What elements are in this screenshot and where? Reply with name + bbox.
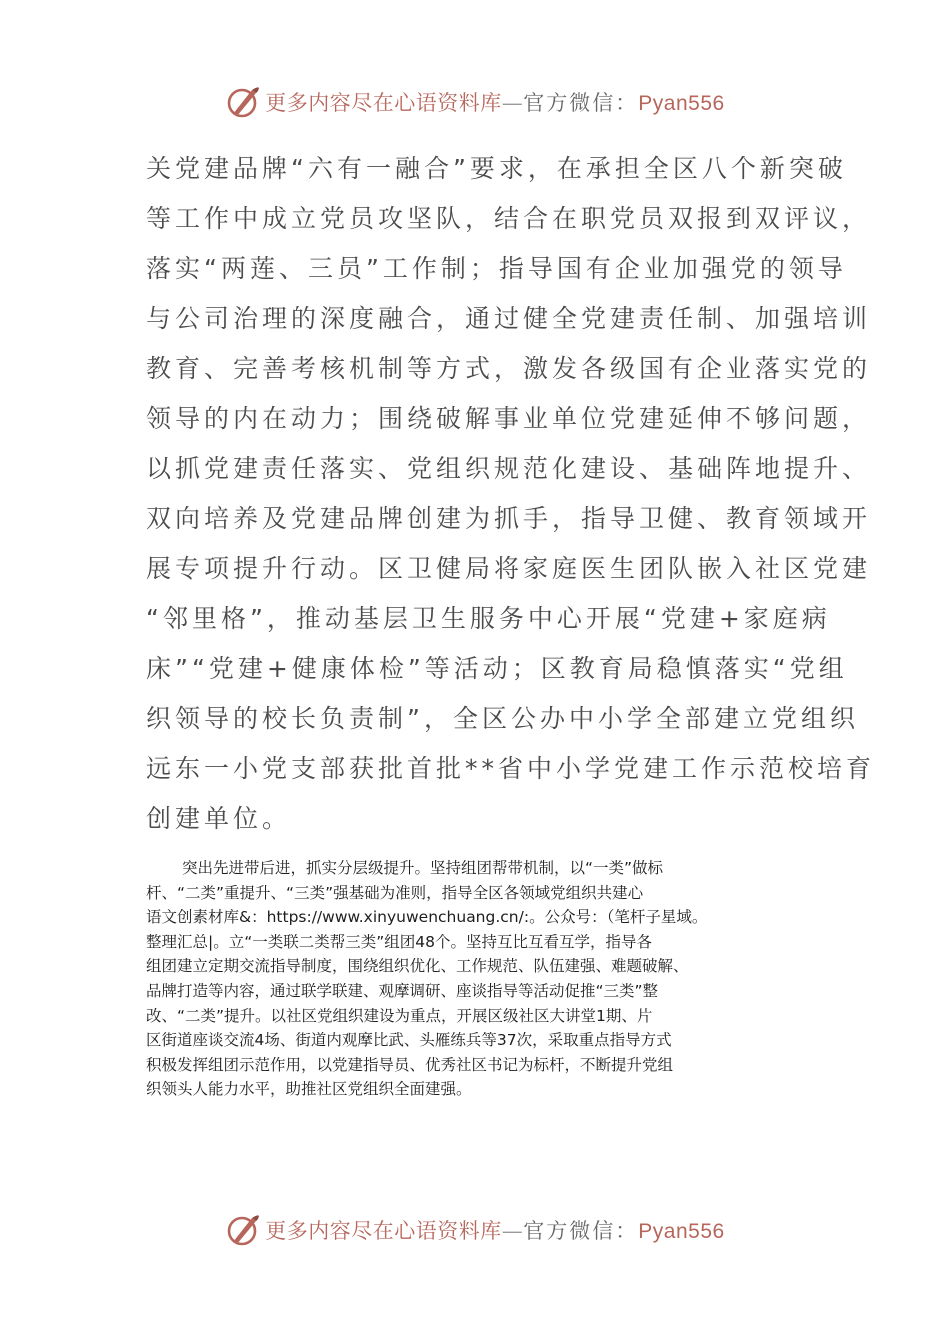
quill-logo-icon (225, 84, 261, 120)
text-line: 区街道座谈交流4场、街道内观摩比武、头雁练兵等37次，采取重点指导方式 (146, 1031, 672, 1050)
text-line: 创建单位。 (146, 804, 292, 833)
banner-wechat-label: 官方微信： (523, 91, 639, 115)
text-line: “邻里格”，推动基层卫生服务中心开展“党建+家庭病 (146, 604, 831, 633)
banner-text (265, 1215, 724, 1245)
text-line: 品牌打造等内容，通过联学联建、观摩调研、座谈指导等活动促推“三类”整 (146, 981, 659, 1000)
text-line: 积极发挥组团示范作用，以党建指导员、优秀社区书记为标杆，不断提升党组 (146, 1055, 674, 1074)
text-line: 突出先进带后进，抓实分层级提升。坚持组团帮带机制，以“一类”做标 (182, 859, 664, 877)
banner-dash: — (501, 1219, 524, 1243)
text-line: 教育、完善考核机制等方式，激发各级国有企业落实党的 (146, 354, 872, 383)
text-line: 落实“两莲、三员”工作制；指导国有企业加强党的领导 (146, 254, 847, 283)
banner-main-text: 更多内容尽在心语资料库 (265, 1219, 502, 1243)
header-banner (0, 80, 950, 124)
banner-wechat-id: Pyan556 (638, 1220, 725, 1243)
text-line: 组团建立定期交流指导制度，围绕组织优化、工作规范、队伍建强、难题破解、 (146, 957, 689, 976)
quill-logo-icon (225, 1212, 261, 1248)
text-line: 等工作中成立党员攻坚队，结合在职党员双报到双评议， (146, 204, 872, 233)
text-line: 床”“党建+健康体检”等活动；区教育局稳慎落实“党组 (146, 654, 848, 683)
text-line: 关党建品牌“六有一融合”要求，在承担全区八个新突破 (146, 154, 847, 183)
banner-wechat-label: 官方微信： (523, 1219, 639, 1243)
text-line: 改、“二类”提升。以社区党组织建设为重点，开展区级社区大讲堂1期、片 (146, 1006, 653, 1025)
banner-text (265, 87, 724, 117)
text-line: 远东一小党支部获批首批**省中小学党建工作示范校培育 (146, 754, 876, 783)
text-line: 整理汇总|。立“一类联二类帮三类”组团48个。坚持互比互看互学，指导各 (146, 932, 653, 951)
banner-main-text: 更多内容尽在心语资料库 (265, 91, 502, 115)
text-line: 杆、“二类”重提升、“三类”强基础为准则，指导全区各领域党组织共建心 (146, 883, 644, 902)
banner-wechat-id: Pyan556 (638, 92, 725, 115)
text-line: 以抓党建责任落实、党组织规范化建设、基础阵地提升、 (146, 454, 872, 483)
text-line: 双向培养及党建品牌创建为抓手，指导卫健、教育领域开 (146, 504, 872, 533)
text-line: 领导的内在动力；围绕破解事业单位党建延伸不够问题， (146, 404, 872, 433)
text-line: 织领导的校长负责制”，全区公办中小学全部建立党组织 (146, 704, 859, 733)
text-line: 与公司治理的深度融合，通过健全党建责任制、加强培训 (146, 304, 872, 333)
banner-dash: — (501, 91, 524, 115)
text-line: 织领头人能力水平，助推社区党组织全面建强。 (146, 1080, 472, 1099)
text-line: 语文创素材库&：https://www.xinyuwenchuang.cn/:。公众号：（笔杆子星域。 (146, 908, 708, 927)
secondary-paragraph (146, 856, 822, 1102)
main-paragraph (146, 144, 876, 844)
text-line: 展专项提升行动。区卫健局将家庭医生团队嵌入社区党建 (146, 554, 872, 583)
footer-banner (0, 1208, 950, 1252)
